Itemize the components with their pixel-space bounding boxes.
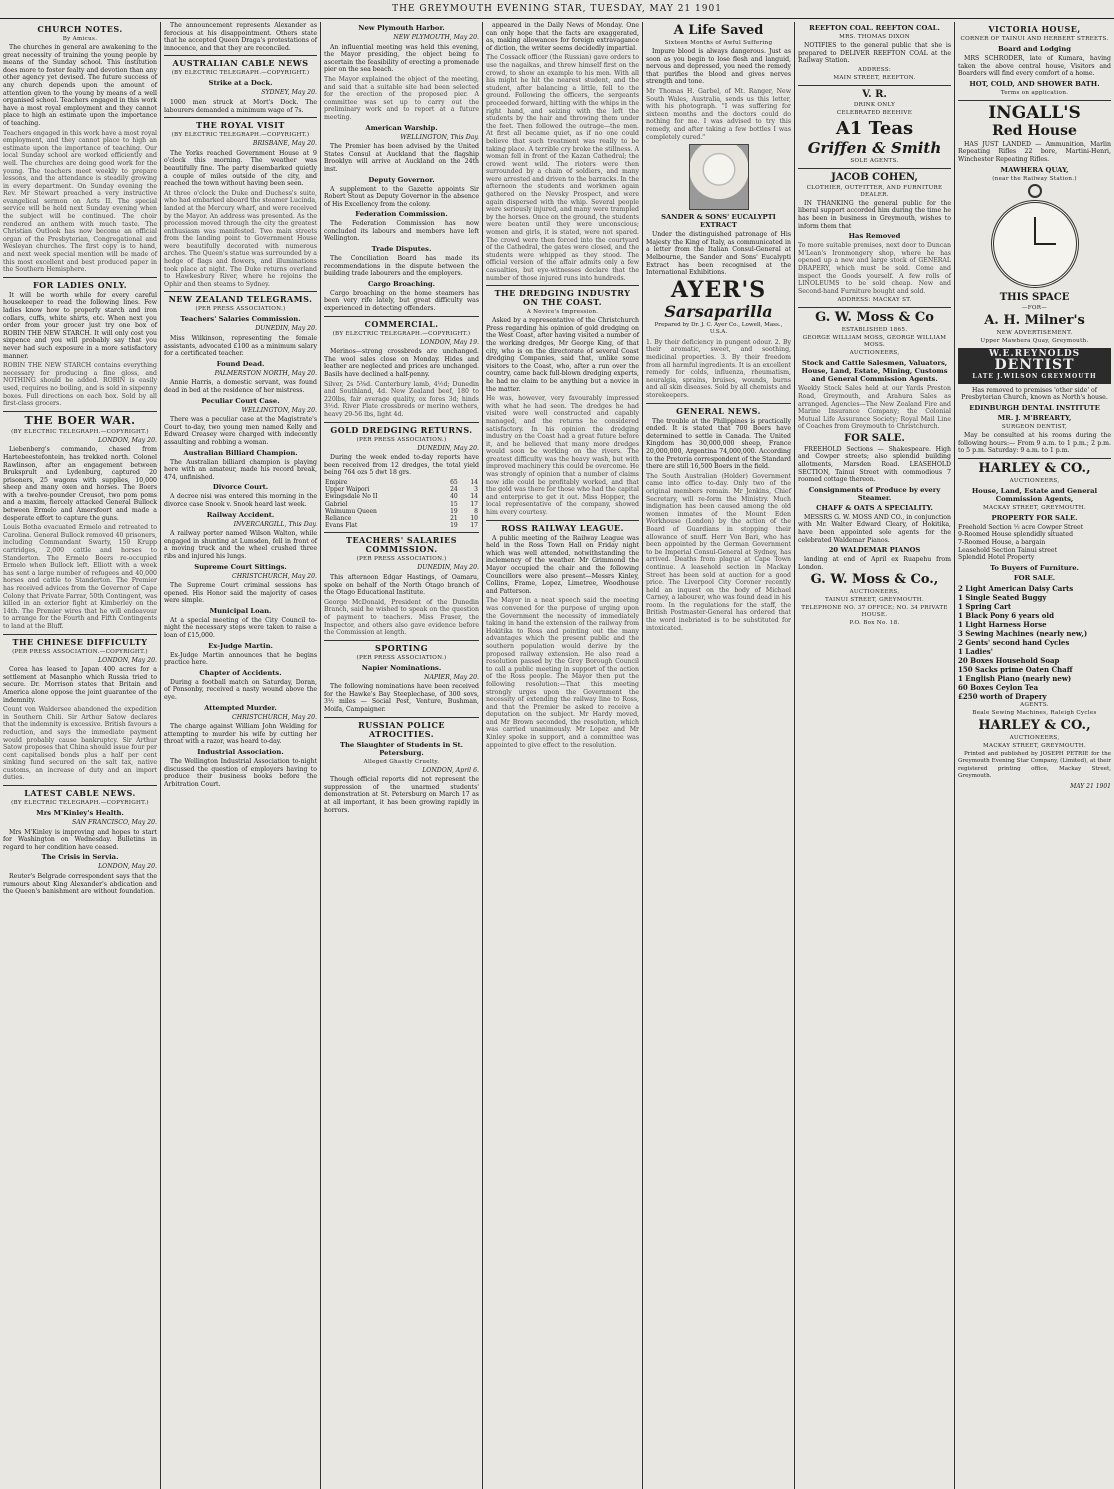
milner-address: Upper Mawhera Quay, Greymouth. — [980, 337, 1089, 344]
servia-continued: The announcement represents Alexander as ferocious at his disappointment. Others state that he accepted Queen Draga's protestations of innocence, and that they are reconciled. — [164, 22, 317, 52]
supreme-court-text: The Supreme Court criminal sessions has opened. His Honor said the majority of cases were simple. — [164, 582, 317, 605]
servia-dateline: LONDON, May 20. — [98, 863, 157, 871]
harley-footer-heading: HARLEY & CO., — [978, 717, 1091, 733]
royal-visit-title: THE ROYAL VISIT — [196, 120, 285, 131]
nz-telegrams-title: NEW ZEALAND TELEGRAMS. — [168, 294, 313, 305]
chinese-difficulty-dateline: LONDON, May 20. — [98, 656, 157, 664]
gold-return-row — [324, 522, 479, 529]
eucalypti-filler: 1. By their deficiency in pungent odour. 2. By their aromatic, sweet, and soothing, medicinal properties. 3. By their freedom from all harmful ingredients. It is an excellent remedy for colds, influenza, rheumatism, neuralgia, sprains, bruises, wounds, burns and all skin diseases. Sold by all chemists and storekeepers. — [646, 338, 791, 400]
gold-return-dwt: 10 — [470, 514, 478, 522]
waldemar-text: landing at end of April ex Ruapehu from London. — [798, 556, 951, 571]
deputy-governor-heading: Deputy Governor. — [368, 175, 435, 184]
for-sale-heading: FOR SALE. — [844, 432, 905, 444]
life-saved-heading: A Life Saved — [673, 23, 764, 38]
mckinley-heading: Mrs M'Kinley's Health. — [36, 809, 124, 818]
buyers-heading: To Buyers of Furniture. — [990, 563, 1079, 572]
royal-visit-text: The Yorks reached Government House at 9 o'clock this morning. The weather was beautifully fine. The party disembarked quietly a couple of miles outside of the city, and reached the town without having been seen. — [164, 149, 317, 188]
has-removed-heading: Has Removed — [848, 232, 901, 241]
commercial-dateline: LONDON, May 19. — [420, 338, 479, 346]
a1-teas-heading: A1 Teas — [835, 117, 914, 139]
russian-filler: The Cossack officer (the Russian) gave orders to use the nagaikas, and threw himself first on the crowd, to show an example to his men. With all his might he hit the nearest student, and the student, after balancing a little, fell to the ground. Following the officers, the sergeants proceeded forward, hitting with the whips in the right hand, and seizing with the left the students by the hair and throwing them under the feet. Then followed the outrage—the men. At first all became quiet, as if no one could believe that such treatment was really to be taking place. A terrible cry broke the stillness. A woman fell in front of the Kazan Cathedral; the crowd went wild. The rioters were then surrounded by a chain of soldiers, and many were arrested and driven to the barracks. In the afternoon the students and workmen again gathered on the Nevsky Prospect, and were again dispersed with the whip. Several people were seriously injured, and many were trampled by the horses. Once on the ground, the students were beaten until they were unconscious; women and girls, it is stated, were not spared. The crowd were then forced into the courtyard of the Cathedral, the gates were closed, and the students were whipped as they stood. The official version of the affair admits only a few casualties, but eye-witnesses declare that the number of those injured runs into hundreds. — [486, 54, 639, 282]
sale-item: 1 Black Pony 6 years old — [958, 610, 1054, 620]
cargo-heading: Cargo Broaching. — [367, 279, 436, 288]
plymouth-dateline: NEW PLYMOUTH, May 20. — [393, 34, 479, 41]
found-dead-dateline: PALMERSTON NORTH, May 20. — [214, 369, 317, 377]
harley-sub: House, Land, Estate and General Commission Agents, — [971, 486, 1098, 503]
divorce-text: A decree nisi was entered this morning in the divorce case Snook v. Snook heard last week. — [164, 493, 317, 508]
teachers-text: Miss Wilkinson, representing the female assistants, advocated £100 as a minimum salary for a certificated teacher. — [164, 335, 317, 358]
victoria-house-address: CORNER OF TAINUI AND HERBERT STREETS. — [960, 36, 1109, 42]
jacob-cohen-heading: JACOB COHEN, — [831, 171, 918, 183]
mcbrearty-text: May be consulted at his rooms during the following hours:— From 9 a.m. to 1 p.m.; 2 p.m. to 5 p.m. Saturday: 9 a.m. to 1 p.m. — [958, 431, 1111, 455]
royal-visit-filler: At three o'clock the Duke and Duchess's suite, who had embarked aboard the steamer Lucinda, landed at the Mercury wharf, and were received by the Mayor. An address was presented. As the procession moved through the city the greatest enthusiasm was manifested. Two main streets from the landing point to Government House were beautifully decorated with numerous arches. The Queen's statue was surrounded by a hedge of flags and flowers, and illuminations took place at night. The Duke returns overland to Hawkesbury River, where he rejoins the Ophir and then steams to Sydney. — [164, 189, 317, 288]
boer-war-filler: Louis Botha evacuated Ermelo and retreated to Carolina. General Bullock removed 40 prisoners, including Commandant Swarty, 150 Krupp cartridges, 2,000 cattle and horses to Standerton. The Ermelo Boers re-occupied Ermelo when Bullock left. Elliott with a week has sent a large number of refugees and 40,000 horses and cattle to Standerton. The Premier has received advices from the Governor of Cape Colony that Private Farrar, 50th Contingent, was killed in an exterior fight at Kimberley on the 14th. The Premier wires that he will endeavour to arrange for the Fourth and Fifth Contingents to land at the Bluff. — [3, 524, 157, 630]
dredging-coast-filler: He was, however, very favourably impressed with what he had seen. The dredges he had visited were well constructed and capably managed, and the returns he considered satisfactory. In his opinion the dredging industry on the Coast had a great future before it, and he believed that many more dredges would soon be working on the rivers. The greatest difficulty was the heavy wash, but with improved machinery this could be overcome. He was strongly of opinion that a number of claims now idle could be profitably worked, and that the gold was there for those who had the capital and enterprise to get it out. Miss Hopper, the local representative of the company, showed him every courtesy. — [486, 395, 639, 517]
beehive-label: CELEBRATED BEEHIVE — [836, 109, 913, 116]
plymouth-text: An influential meeting was held this evening, the Mayor presiding, the object being to ascertain the feasibility of erecting a promenade pier on the sea beach. — [324, 43, 479, 74]
boer-war-dateline: LONDON, May 20. — [98, 436, 157, 444]
gold-dredging-text: During the week ended to-day reports have been received from 12 dredges, the total yield being 764 ozs 5 dwt 18 grs. — [324, 454, 479, 477]
jacob-cohen-address: ADDRESS: MACKAY ST. — [837, 297, 912, 304]
strike-dateline: SYDNEY, May 20. — [261, 89, 317, 97]
sale-heading: FOR SALE. — [1013, 573, 1056, 582]
warship-dateline: WELLINGTON, This Day. — [400, 133, 479, 141]
gold-return-dwt: 17 — [470, 500, 478, 508]
column-5 — [642, 22, 794, 1489]
ladies-text: It will be worth while for every careful housekeeper to read the following lines. Few ladies know how to properly starch and iron collars, cuffs, white shirts, etc. When next you order from your grocer just try one box of ROBIN THE NEW STARCH. It will only cost you sixpence and you will probably say that you never had such exposure in a more satisfactory manner. — [3, 291, 157, 360]
sale-item: 20 Boxes Household Soap — [958, 655, 1060, 665]
chinese-difficulty-title: THE CHINESE DIFFICULTY — [12, 636, 148, 647]
gold-return-oz: 15 — [450, 500, 458, 508]
ladies-filler: ROBIN THE NEW STARCH contains everything necessary for producing a fine gloss, and NOTHING should be added. ROBIN is easily used, requires no boiling, and is sold in sixpenny boxes. Full directions on each box. Sold by all first-class grocers. — [3, 362, 157, 408]
gold-return-row — [324, 486, 479, 493]
federation-heading: Federation Commission. — [355, 210, 448, 219]
gold-return-dwt: 8 — [474, 507, 478, 515]
teachers-commission-dateline: DUNEDIN, May 20. — [417, 564, 479, 572]
plymouth-heading: New Plymouth Harbor. — [358, 24, 445, 32]
gold-return-oz: 40 — [450, 493, 458, 501]
vr-heading: V. R. — [862, 88, 887, 100]
ayers-product: Sarsaparilla — [664, 301, 773, 321]
supreme-court-dateline: CHRISTCHURCH, May 20. — [232, 572, 317, 580]
chinese-difficulty-filler: Count von Waldersee abandoned the expedition in Southern Chili. Sir Arthur Satow declares that the indemnity is excessive. British favours a reduction, and says the immediate payment would probably cause bankruptcy. Sir Arthur Satow proposes that China should issue four per cent capitalised bonds plus a half per cent sinking fund secured on the salt tax, native customs, an increase of duty and an import duties. — [3, 706, 157, 782]
napier-dateline: NAPIER, May 20. — [424, 673, 479, 681]
plymouth-filler: The Mayor explained the object of the meeting, and said that a suitable site had been selected for the erection of the proposed pier. A committee was set up to carry out the preliminary work and to report at a future meeting. — [324, 75, 479, 121]
gold-return-row — [324, 493, 479, 500]
gold-return-name: Ewingsdale No II — [325, 493, 378, 501]
gold-return-row — [324, 501, 479, 508]
griffen-smith-sub: SOLE AGENTS. — [850, 157, 899, 164]
gold-return-name: Gabriel — [325, 500, 348, 508]
australian-cable-credit: (BY ELECTRIC TELEGRAPH.—COPYRIGHT.) — [171, 70, 310, 77]
attempted-murder-text: The charge against William John Welding for attempting to murder his wife by cutting her throat with a razor, was heard to-day. — [164, 723, 317, 746]
dredging-coast-text: Asked by a representative of the Christchurch Press regarding his opinion of gold dredging on the West Coast, after having visited a number of the working dredges, Mr George King, of that city, who is on the directorate of several Coast dredging Companies, said that, unlike some visitors to the Coast, who, after a run over the country, came back full-blown dredging experts, he had no claim to be anything but a novice in the matter. — [486, 317, 639, 393]
found-dead-heading: Found Dead. — [216, 359, 265, 368]
gold-return-dwt: 14 — [470, 478, 478, 486]
gold-return-dwt: 17 — [470, 522, 478, 530]
ross-railway-filler: The Mayor in a neat speech said the meeting was convened for the purpose of urging upon the Government the necessity of immediately taking in hand the extension of the railway from Hokitika to Ross and pointing out the many advantages which the present public and the southern population would derive by the proposed railway extension. He also read a resolution passed by the Grey Borough Council to call a public meeting in support of the action of the Ross people. The Mayor then put the following resolution:—That this meeting strongly urges upon the Government the necessity of extending the railway line to Ross, and that the Premier be asked to receive a deputation on the subject. Mr Hardy moved, and Mr Brown seconded, the resolution, which was carried unanimously. Mr Lopez and Mr Kinley spoke in support, and a committee was appointed to give effect to the resolution. — [486, 597, 639, 749]
agents-text: Beale Sewing Machines, Raleigh Cycles — [972, 709, 1097, 716]
gold-return-name: Evans Flat — [325, 522, 358, 530]
napier-heading: Napier Nominations. — [361, 663, 442, 672]
accidents-heading: Chapter of Accidents. — [199, 668, 282, 677]
sale-item: 2 Light American Daisy Carts — [958, 583, 1074, 593]
gold-return-oz: 24 — [450, 486, 458, 494]
reynolds-name: W.E.REYNOLDS — [988, 348, 1081, 359]
russian-students-heading: The Slaughter of Students in St. Petersburg. — [339, 740, 464, 757]
property-heading: PROPERTY FOR SALE. — [991, 513, 1078, 522]
warship-heading: American Warship. — [365, 123, 438, 132]
bath-line: HOT, COLD, AND SHOWER BATH. — [969, 79, 1100, 88]
general-news-filler: The South Australian (Holder) Government came into office to-day. Only two of the original members remain. Mr Jenkins, Chief Secretary, will re-form the Ministry. Much indignation has been caused among the old women inmates of the Mount Eden Workhouse (London) by the action of the Board of Guardians in stopping their allowance of snuff. Herr Von Bari, who has been appointed by the German Government to be Imperial Consul-General at Sydney, has arrived. Deaths from plague at Cape Town continue. A leasehold section in Mackay Street has been sold at auction for a good price. The Liverpool City Coroner recently held an inquest on the body of Michael Carney, a labourer, who was found dead in his room. In the regulations for the staff, the British Postmaster-General has ordered that the word inebriated is to be substituted for intoxicated. — [646, 472, 791, 632]
dentist-sub: LATE J.WILSON GREYMOUTH — [972, 373, 1097, 381]
gold-return-oz: 21 — [450, 514, 458, 522]
ex-judge-heading: Ex-Judge Martin. — [208, 641, 273, 650]
municipal-loan-heading: Municipal Loan. — [209, 606, 272, 615]
church-notes-title: CHURCH NOTES. — [37, 24, 123, 34]
trade-disputes-heading: Trade Disputes. — [371, 245, 432, 254]
moss-co-names: GEORGE WILLIAM MOSS, GEORGE WILLIAM MOSS. — [802, 335, 947, 349]
column-7 — [954, 22, 1114, 1489]
municipal-loan-text: At a special meeting of the City Council to-night the necessary steps were taken to raise a loan of £15,000. — [164, 616, 317, 640]
industrial-heading: Industrial Association. — [197, 748, 284, 756]
royal-visit-dateline: BRISBANE, May 20. — [252, 140, 317, 148]
property-item: 9-Roomed House splendidly situated — [958, 531, 1074, 539]
gold-dredging-credit: (PER PRESS ASSOCIATION.) — [356, 436, 447, 443]
moss-co-sub: Stock and Cattle Salesmen, Valuators, House, Land, Estate, Mining, Customs and General Commission Agents. — [801, 359, 948, 384]
board-lodging-heading: Board and Lodging — [998, 45, 1071, 53]
napier-text: The following nominations have been received for the Hawke's Bay Steeplechase, of 300 sovs, 3½ miles — Social Pest, Venture, Bushman, Moifa, Campaigner. — [324, 683, 479, 714]
for-label: —FOR— — [1021, 304, 1048, 311]
sale-item: 2 Gents' second hand Cycles — [958, 637, 1070, 647]
teachers-commission-text: This afternoon Edgar Hastings, of Oamaru, spoke on behalf of the North Otago branch of the Otago Educational Institute. — [324, 573, 479, 597]
property-item: 7-Roomed House, a bargain — [958, 538, 1046, 546]
gold-return-dwt: 14 — [470, 493, 478, 501]
teachers-commission-filler: George McDonald, President of the Dunedin Branch, said he wished to speak on the question of payment to teachers. Miss Fraser, the Inspector, and others also gave evidence before the Commission at length. — [324, 598, 479, 637]
federation-text: The Federation Commission has now concluded its labours and members have left Wellington. — [324, 220, 479, 243]
reefton-coal-text: NOTIFIES to the general public that she is prepared to DELIVER REEFTON COAL at the Railway Station. — [798, 42, 951, 65]
property-item: Splendid Hotel Property — [958, 554, 1035, 562]
life-saved-filler: Mr Thomas H. Garbel, of Mt. Ranger, New South Wales, Australia, sends us this letter, with his photograph. "I was suffering for sixteen months and the doctors could do nothing for me. I was advised to try this remedy, and after taking a few bottles I was completely cured." — [646, 87, 791, 141]
for-sale-text: FREEHOLD Sections — Shakespeare. High and Cowper streets; also splendid building allotments, Marsden Road. LEASEHOLD SECTION, Tainui Street with commodious 7 roomed cottage thereon. — [798, 445, 951, 484]
found-dead-text: Annie Harris, a domestic servant, was found dead in bed at the residence of her mistress. — [164, 379, 317, 394]
russian-text: Though official reports did not represent the suppression of the unarmed students' demonstration at St. Petersburg on March 17 as at all important, it has been growing rapidly in horrors. — [324, 776, 479, 814]
column-2 — [160, 22, 320, 1489]
harley-heading: HARLEY & CO., — [978, 460, 1091, 476]
victoria-house-heading: VICTORIA HOUSE, — [988, 24, 1081, 34]
gold-return-row — [324, 515, 479, 522]
sporting-title: SPORTING — [374, 642, 429, 653]
ex-judge-text: Ex-Judge Martin announces that he begins practice here. — [164, 651, 317, 667]
chinese-difficulty-credit: (PER PRESS ASSOCIATION.—COPYRIGHT.) — [12, 648, 148, 655]
australian-cable-title: AUSTRALIAN CABLE NEWS — [172, 58, 309, 69]
agents-label: AGENTS. — [1020, 701, 1049, 708]
billiard-text: The Australian billiard champion is playing here with an amateur, made his record break, 474, unfinished. — [164, 458, 317, 481]
gold-return-name: Waimumu Queen — [325, 507, 377, 515]
russian-dateline: LONDON, April 6. — [422, 766, 479, 774]
printer-date: MAY 21 1901 — [1070, 783, 1111, 791]
property-item: Freehold Section ½ acre Cowper Street — [958, 523, 1084, 531]
reefton-coal-name: MRS. THOMAS DIXON — [839, 34, 910, 40]
jacob-cohen-text: IN THANKING the general public for the liberal support accorded him during the time he has been in business in Greymouth, wishes to inform them that — [798, 199, 951, 230]
pocket-watch-icon — [991, 200, 1079, 288]
property-list — [958, 524, 1111, 562]
church-notes-text: The churches in general are awakening to the great necessity of training the young people by means of the Sunday school. This institution does more to foster fealty and devotion than any other agency yet devised. The future success of any church depends upon the amount of attention given to the young by means of a well organised school. Teachers engaged in this work have a most royal employment and they cannot place to high an estimate upon the importance of teaching. — [3, 44, 157, 127]
red-house-heading: Red House — [992, 122, 1077, 139]
dentist-text: Has removed to premises 'other side' of Presbyterian Church, known as North's house. — [961, 386, 1108, 402]
chinese-difficulty-text: Corea has leased to Japan 400 acres for a settlement at Masanpho which Russia tried to secure. Dr. Morrison states that Britain and America alone oppose the joint guarantee of the indemnity. — [3, 666, 157, 704]
warship-text: The Premier has been advised by the United States Consul at Auckland that the flagship Brooklyn will arrive at Auckland on the 24th inst. — [324, 143, 479, 173]
gold-returns-table — [324, 479, 479, 529]
sale-item: 1 Ladies' — [958, 646, 993, 656]
cargo-text: Cargo broaching on the home steamers has been very rife lately, but great difficulty was experienced in detecting offenders. — [324, 289, 479, 313]
servia-heading: The Crisis in Servia. — [41, 853, 119, 862]
royal-visit-credit: (BY ELECTRIC TELEGRAPH.—COPYRIGHT.) — [171, 132, 310, 139]
boer-war-text: Liebenberg's commando, chased from Hartebeestefontein, has trekked north. Colonel Rawlinson, after an engagement between Bruksprult and Lydenburg, captured 20 prisoners, 25 wagons with supplies, 10,000 sheep and many oxen and horses. The Boers with a twelve-pounder Creusot, two pom poms and a maxim, fiercely attacked General Bullock between Ermelo and Amersfoort and made a desperate effort to capture the guns. — [3, 446, 157, 522]
sporting-credit: (PER PRESS ASSOCIATION.) — [356, 654, 447, 661]
gold-return-row — [324, 479, 479, 486]
supreme-court-heading: Supreme Court Sittings. — [194, 562, 287, 571]
general-news-title: GENERAL NEWS. — [676, 405, 761, 416]
railway-accident-heading: Railway Accident. — [206, 510, 275, 519]
ingalls-text: HAS JUST LANDED — Ammunition, Marlin Repeating Rifles 22 bore, Martini-Henri, Winchester Repeating Rifles. — [958, 140, 1111, 163]
dredging-coast-subheading: A Novice's Impression. — [526, 309, 599, 316]
moss-co-footer-phone: TELEPHONE NO. 37 OFFICE; NO. 34 PRIVATE HOUSE. — [801, 605, 948, 619]
moss-co-filler: Weekly Stock Sales held at our Yards Preston Road, Greymouth, and Arahura Sales as arranged. Agencies—The New Zealand Fire and Marine Insurance Company; the Colonial Mutual Life Assurance Society; Royal Mail Line of Coaches from Greymouth to Christchurch. — [798, 385, 951, 431]
reynolds-dentist-banner — [958, 348, 1111, 384]
mcbrearty-heading: MR. J. M'BREARTY, — [997, 413, 1072, 422]
sale-item: 60 Boxes Ceylon Tea — [958, 682, 1039, 692]
servia-text: Reuter's Belgrade correspondent says that the rumours about King Alexander's abdication and the Queen's banishment are without foundation. — [3, 873, 157, 896]
sale-item: 1 Light Harness Horse — [958, 619, 1047, 629]
consignments-heading: Consignments of Produce by every Steamer. — [808, 485, 941, 502]
mawhera-quay-sub: (near the Railway Station.) — [992, 175, 1077, 182]
column-4 — [482, 22, 642, 1489]
accidents-text: During a football match on Saturday, Doran, of Ponsonby, received a nasty wound above the eye. — [164, 678, 317, 702]
divorce-heading: Divorce Court. — [212, 483, 269, 492]
eucalypti-text: Under the distinguished patronage of His Majesty the King of Italy, as communicated in a letter from the Italian Consul-General at Melbourne, the Sander and Sons' Eucalypti Extract has been recognised at the International Exhibitions. — [646, 231, 791, 277]
watch-ring-icon — [1028, 184, 1042, 198]
harley-footer-address: MACKAY STREET, GREYMOUTH. — [982, 742, 1087, 749]
ayers-brand: AYER'S — [670, 276, 767, 303]
griffen-smith-heading: Griffen & Smith — [807, 138, 942, 157]
railway-accident-text: A railway porter named Wilson Walton, while engaged in shunting at Lumsden, fell in front of a moving truck and the wheel crushed three ribs and injured his lungs. — [164, 530, 317, 560]
jacob-cohen-filler: To more suitable premises, next door to Duncan M'Lean's Ironmongery shop, where he has opened up a new and large stock of GENERAL DRAPERY, which must be sold. Come and inspect the Goods yourself. A few rolls of LINOLEUMS to be sold cheap. New and Second-hand Furniture bought and sold. — [798, 242, 951, 295]
nz-telegrams-credit: (PER PRESS ASSOCIATION.) — [195, 306, 286, 313]
chaff-oats-text: MESSRS G. W. MOSS AND CO., in conjunction with Mr. Walter Edward Cleary, of Hokitika, have been appointed sole agents for the celebrated Waldemar Pianos. — [798, 513, 951, 544]
court-case-dateline: WELLINGTON, May 20. — [241, 406, 317, 414]
gold-return-name: Reliance — [325, 514, 352, 522]
testimonial-portrait — [689, 144, 749, 210]
church-notes-filler: Teachers engaged in this work have a most royal employment, and they cannot place to high an estimate upon the importance of teaching. Our local Sunday school are worked efficiently and well. The churches are doing good work for the young. The teachers meet weekly to prepare lessons, and the attendance is steadily growing in every department. On Sunday evening the Rev. Mr Stewart preached a very instructive evangelical sermon on Acts II. The special service will be held next Sunday evening when the subject will be continued. The choir rendered an anthem with much taste. The Christian Outlook has now become an official organ of the Presbyterian, Congregational and Wesleyan churches. The first copy is to hand, and next week special mention will be made of this most excellent and best produced paper in the Southern Hemisphere. — [3, 129, 157, 274]
moss-co-role: AUCTIONEERS, — [849, 350, 900, 357]
church-notes-byline: By Amicus. — [62, 36, 98, 42]
moss-co-heading: G. W. Moss & Co — [815, 310, 934, 326]
boer-war-title: THE BOER WAR. — [24, 413, 136, 427]
boer-war-credit: (BY ELECTRIC TELEGRAPH.—COPYRIGHT.) — [11, 428, 149, 435]
strike-text: 1000 men struck at Mort's Dock. The labourers demanded a minimum wage of 7s. — [164, 98, 317, 114]
gold-return-oz: 65 — [450, 478, 458, 486]
sale-item: 150 Sacks prime Oaten Chaff — [958, 664, 1073, 674]
masthead: THE GREYMOUTH EVENING STAR, TUESDAY, MAY 21 1901 — [0, 0, 1114, 19]
ayers-caption: Prepared by Dr. J. C. Ayer Co., Lowell, Mass., U.S.A. — [654, 321, 783, 336]
russian-subheading: Alleged Ghastly Cruelty. — [363, 758, 440, 765]
column-6 — [794, 22, 954, 1489]
edinburgh-institute-heading: EDINBURGH DENTAL INSTITUTE — [969, 403, 1100, 412]
gold-return-row — [324, 508, 479, 515]
life-saved-subheading: Sixteen Months of Awful Suffering — [664, 40, 773, 46]
gold-dredging-title: GOLD DREDGING RETURNS. — [330, 424, 473, 435]
sale-item: 1 English Piano (nearly new) — [958, 673, 1072, 683]
deputy-governor-text: A supplement to the Gazette appoints Sir Robert Stout as Deputy Governor in the absence of His Excellency from the colony. — [324, 185, 479, 208]
commercial-credit: (BY ELECTRIC TELEGRAPH.—COPYRIGHT.) — [332, 330, 471, 337]
mckinley-dateline: SAN FRANCISCO, May 20. — [71, 819, 157, 827]
moss-co-footer-role: AUCTIONEERS, — [849, 589, 900, 596]
court-case-text: There was a peculiar case at the Magistrate's Court to-day, two young men named Kelly and Edward Creasey were charged with indecently assaulting and robbing a woman. — [164, 416, 317, 446]
gold-return-oz: 19 — [450, 522, 458, 530]
sale-item: 1 Single Seated Buggy — [958, 592, 1047, 602]
ross-railway-text: A public meeting of the Railway League was held in the Ross Town Hall on Friday night which was well attended, notwithstanding the inclemency of the weather. Mr Grimmond the Mayor occupied the chair and the following Councillors were also present—Messrs Kinley, Collins, Frame, Lopez, Limetree, Woodhouse and Patterson. — [486, 534, 639, 595]
milner-heading: A. H. Milner's — [984, 312, 1085, 328]
court-case-heading: Peculiar Court Case. — [201, 396, 280, 405]
teachers-commission-credit: (PER PRESS ASSOCIATION.) — [356, 556, 447, 563]
gold-return-oz: 19 — [450, 507, 458, 515]
sale-item: 1 Spring Cart — [958, 601, 1012, 611]
harley-footer-role: AUCTIONEERS, — [1009, 734, 1060, 741]
teachers-heading: Teachers' Salaries Commission. — [180, 315, 301, 324]
sale-item: £250 worth of Drapery — [958, 691, 1047, 701]
reefton-address-label: ADDRESS: — [857, 66, 892, 73]
gold-return-name: Empire — [325, 478, 348, 486]
reefton-coal-heading: REEFTON COAL. REEFTON COAL. — [809, 24, 940, 32]
general-news-text: The trouble at the Philippines is practically ended. It is stated that 700 Boers have determined to settle in Canada. The United Kingdom has 30,000,000 sheep, France 20,000,000, Argentina 74,000,000. According to the Pretoria correspondent of the Standard there are still 16,500 Boers in the field. — [646, 417, 791, 471]
dredging-coast-title: THE DREDGING INDUSTRY ON THE COAST. — [494, 288, 631, 308]
latest-cable-title: LATEST CABLE NEWS. — [24, 788, 136, 799]
sale-list — [958, 584, 1111, 701]
commercial-filler: Silver, 2s 5⅜d. Canterbury lamb, 4½d; Dunedin and Southland, 4d. New Zealand beef, 180 to 220lbs, fair average quality, ox fores 3d; hinds 3½d. River Plate crossbreds or merino wethers, heavy 29-56 lbs, light 4d. — [324, 380, 479, 418]
life-saved-text: Impure blood is always dangerous. Just as soon as you begin to lose flesh and languid, nervous and depressed, you need the remedy that purifies the blood and gives nerves strength and tone. — [646, 48, 791, 86]
attempted-murder-heading: Attempted Murder. — [204, 703, 277, 712]
moss-co-footer-address: TAINUI STREET, GREYMOUTH. — [824, 597, 925, 604]
russian-police-title: RUSSIAN POLICE ATROCITIES. — [358, 719, 445, 739]
trade-disputes-text: The Conciliation Board has made its recommendations in the dispute between the building trade labourers and the employers. — [324, 255, 479, 278]
reefton-address: MAIN STREET, REEFTON. — [833, 74, 916, 81]
moss-co-footer-po: P.O. Box No. 18. — [849, 620, 900, 627]
teachers-dateline: DUNEDIN, May 20. — [255, 325, 317, 333]
waldemar-heading: 20 WALDEMAR PIANOS — [828, 546, 921, 555]
moss-co-footer-heading: G. W. Moss & Co., — [810, 572, 939, 588]
moss-co-established: ESTABLISHED 1865. — [841, 327, 908, 334]
sale-item: 3 Sewing Machines (nearly new,) — [958, 628, 1088, 638]
commercial-text: Merinos—strong crossbreds are unchanged. The wool sales close on Monday. Hides and leather are neglected and prices are unchanged. Basils have declined a half-penny. — [324, 348, 479, 378]
attempted-murder-dateline: CHRISTCHURCH, May 20. — [232, 713, 317, 721]
property-item: Leasehold Section Tainui street — [958, 546, 1058, 554]
harley-address: MACKAY STREET, GREYMOUTH. — [982, 504, 1087, 511]
industrial-text: The Wellington Industrial Association to-night discussed the question of employers having to produce their business books before the Arbitration Court. — [164, 758, 317, 788]
victoria-house-text: MRS SCHRODER, late of Kumara, having taken the above central house, Visitors and Boarders will find every comfort of a home. — [958, 55, 1111, 78]
gold-dredging-dateline: DUNEDIN, May 20. — [417, 444, 479, 452]
gold-return-dwt: 3 — [474, 486, 478, 494]
column-3 — [320, 22, 482, 1489]
gold-return-name: Upper Waipori — [325, 486, 370, 494]
ross-railway-title: ROSS RAILWAY LEAGUE. — [501, 522, 624, 533]
mawhera-quay-line: MAWHERA QUAY, — [1000, 165, 1069, 174]
mckinley-text: Mrs M'Kinley is improving and hopes to start for Washington on Wednesday. Bulletins in regard to her condition have ceased. — [3, 828, 157, 851]
milner-sub: NEW ADVERTISEMENT. — [996, 329, 1073, 336]
harley-role: AUCTIONEERS, — [1009, 477, 1060, 484]
jacob-cohen-sub: CLOTHIER, OUTFITTER, AND FURNITURE DEALER. — [806, 184, 943, 198]
mcbrearty-sub: SURGEON DENTIST, — [1001, 423, 1068, 430]
dentist-title: DENTIST — [994, 357, 1075, 374]
strike-heading: Strike at a Dock. — [208, 79, 273, 88]
bath-terms: Terms on application. — [1000, 89, 1069, 96]
eucalypti-heading: SANDER & SONS' EUCALYPTI EXTRACT — [661, 213, 776, 230]
russian-continued: appeared in the Daily News of Monday. One can only hope that the facts are exaggerated, as, making allowances for foreign extravagance of diction, the writer seems decidedly impartial. — [486, 22, 639, 52]
column-1 — [0, 22, 160, 1489]
drink-only-label: DRINK ONLY — [853, 101, 896, 108]
commercial-title: COMMERCIAL. — [364, 318, 439, 329]
latest-cable-credit: (BY ELECTRIC TELEGRAPH.—COPYRIGHT.) — [11, 800, 149, 807]
billiard-heading: Australian Billiard Champion. — [183, 448, 298, 457]
ingalls-heading: INGALL'S — [988, 102, 1081, 123]
teachers-commission-title: TEACHERS' SALARIES COMMISSION. — [345, 535, 458, 555]
printer-text: Printed and published by JOSEPH PETRIE for the Greymouth Evening Star Company, (Limited), at their registered printing office, Mackay Street, Greymouth. — [958, 750, 1111, 780]
this-space-label: THIS SPACE — [999, 291, 1070, 303]
railway-accident-dateline: INVERCARGILL, This Day. — [233, 520, 317, 528]
chaff-oats-heading: CHAFF & OATS A SPECIALITY. — [816, 503, 933, 512]
ladies-title: FOR LADIES ONLY. — [32, 279, 128, 290]
